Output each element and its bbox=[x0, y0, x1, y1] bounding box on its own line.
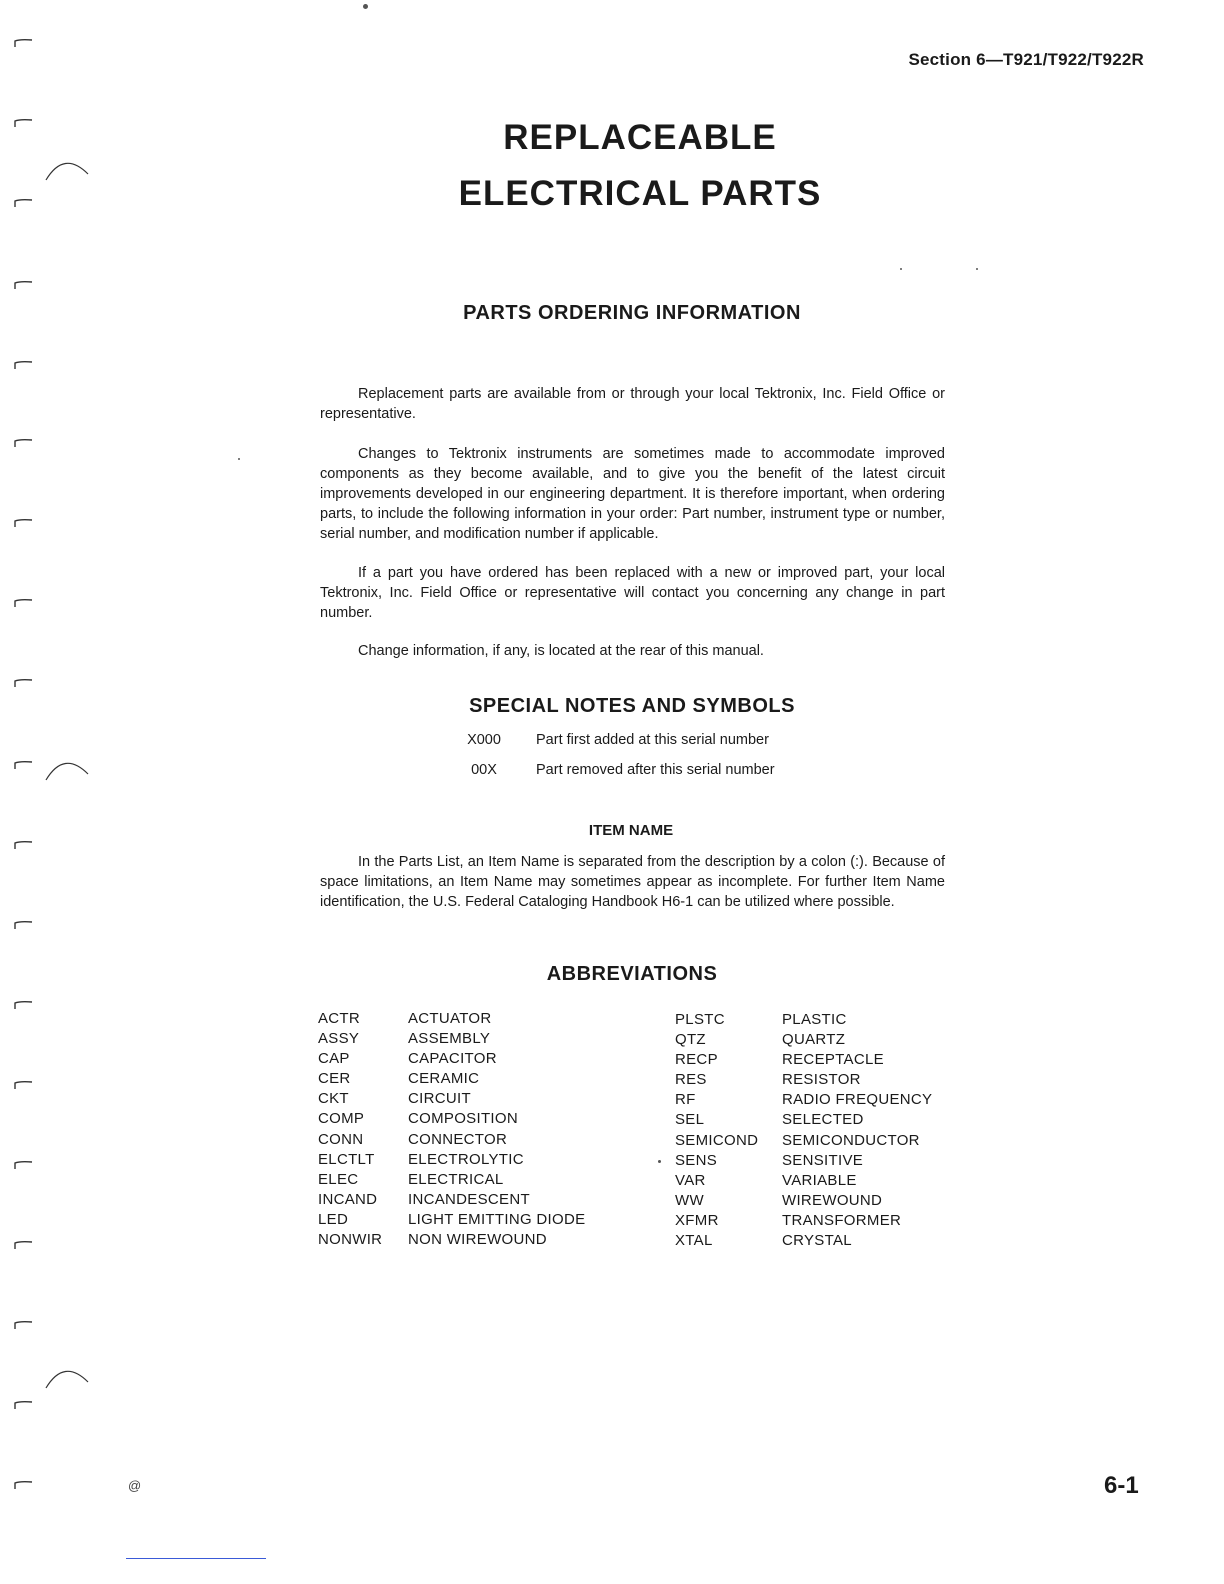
abbreviation-row bbox=[318, 1069, 618, 1089]
abbreviation-row bbox=[318, 1210, 618, 1230]
scan-speck bbox=[900, 268, 902, 270]
abbreviation-row bbox=[675, 1131, 975, 1151]
corner-mark: @ bbox=[128, 1478, 142, 1493]
special-notes-heading: SPECIAL NOTES AND SYMBOLS bbox=[469, 695, 795, 717]
abbreviation-meaning: LIGHT EMITTING DIODE bbox=[408, 1210, 586, 1228]
binder-mark-icon bbox=[14, 1320, 32, 1328]
binder-mark-icon bbox=[14, 518, 32, 526]
abbreviation-code: LED bbox=[318, 1210, 349, 1228]
abbreviation-meaning: ELECTRICAL bbox=[408, 1170, 504, 1188]
abbreviation-meaning: COMPOSITION bbox=[408, 1110, 518, 1128]
abbreviation-code: ELEC bbox=[318, 1170, 359, 1188]
binder-mark-icon bbox=[14, 1400, 32, 1408]
abbreviation-code: CKT bbox=[318, 1090, 349, 1108]
scan-speck bbox=[363, 4, 368, 9]
abbreviation-code: RECP bbox=[675, 1051, 718, 1069]
symbol-code: 00X bbox=[471, 762, 497, 778]
binder-mark-icon bbox=[14, 280, 32, 288]
abbreviation-meaning: INCANDESCENT bbox=[408, 1190, 530, 1208]
abbreviation-row bbox=[318, 1190, 618, 1210]
abbreviation-meaning: PLASTIC bbox=[782, 1011, 847, 1028]
abbreviation-meaning: VARIABLE bbox=[782, 1171, 857, 1189]
binder-mark-icon bbox=[14, 198, 32, 206]
abbreviation-code: SENS bbox=[675, 1151, 718, 1169]
abbreviation-code: PLSTC bbox=[675, 1011, 725, 1028]
abbreviation-meaning: CONNECTOR bbox=[408, 1130, 508, 1148]
abbreviations-heading: ABBREVIATIONS bbox=[546, 963, 718, 985]
abbreviation-code: COMP bbox=[318, 1110, 365, 1128]
abbreviation-code: SEMICOND bbox=[675, 1131, 759, 1149]
abbreviation-code: CAP bbox=[318, 1050, 350, 1068]
ordering-paragraph-3: If a part you have ordered has been replaced with a new or improved part, your local Tektronix, Inc. Field Office or representative will contact you concerning any change in part number. bbox=[320, 565, 945, 621]
abbreviation-row bbox=[318, 1109, 618, 1129]
abbreviation-row bbox=[318, 1230, 618, 1250]
binder-mark-icon bbox=[14, 1000, 32, 1008]
abbreviation-code: XTAL bbox=[675, 1232, 713, 1250]
punch-hole-arc-icon bbox=[44, 1362, 92, 1390]
abbreviation-row bbox=[675, 1110, 975, 1130]
abbreviation-code: INCAND bbox=[318, 1190, 378, 1208]
abbreviation-code: WW bbox=[675, 1191, 704, 1209]
abbreviation-meaning: ACTUATOR bbox=[408, 1010, 492, 1027]
abbreviation-code: SEL bbox=[675, 1111, 705, 1129]
abbreviation-code: QTZ bbox=[675, 1031, 706, 1049]
abbreviation-meaning: SENSITIVE bbox=[782, 1151, 864, 1169]
scan-speck bbox=[976, 268, 978, 270]
abbreviation-row bbox=[675, 1171, 975, 1191]
item-name-heading: ITEM NAME bbox=[588, 822, 674, 839]
abbreviation-row bbox=[675, 1090, 975, 1110]
abbreviation-code: NONWIR bbox=[318, 1231, 383, 1249]
abbreviation-code: CER bbox=[318, 1070, 351, 1088]
ordering-paragraph-1: Replacement parts are available from or through your local Tektronix, Inc. Field Office or representative. bbox=[320, 386, 945, 422]
abbreviation-row bbox=[318, 1029, 618, 1049]
abbreviation-meaning: ASSEMBLY bbox=[408, 1030, 491, 1048]
abbreviation-meaning: SELECTED bbox=[782, 1111, 864, 1129]
abbreviation-row bbox=[675, 1030, 975, 1050]
binder-mark-icon bbox=[14, 760, 32, 768]
abbreviation-meaning: WIREWOUND bbox=[782, 1191, 883, 1209]
item-name-paragraph: In the Parts List, an Item Name is separated from the description by a colon (:). Because of space limitations, an Item Name may sometimes appear as incomplete. For further Item Name identification, the U.S. Federal Cataloging Handbook H6-1 can be utilized where possible. bbox=[320, 854, 945, 910]
symbol-description: Part removed after this serial number bbox=[536, 762, 775, 778]
abbreviation-row bbox=[675, 1010, 975, 1030]
abbreviation-row bbox=[675, 1231, 975, 1251]
abbreviation-code: ASSY bbox=[318, 1030, 360, 1048]
page-number: 6-1 bbox=[1104, 1472, 1139, 1499]
abbreviations-right-column bbox=[675, 1010, 975, 1251]
abbreviation-meaning: RESISTOR bbox=[782, 1071, 861, 1089]
page-title-line-2: ELECTRICAL PARTS bbox=[458, 174, 822, 213]
page-title-line-1: REPLACEABLE bbox=[503, 118, 777, 157]
abbreviations-left-column bbox=[318, 1009, 618, 1250]
scan-edge-line bbox=[126, 1558, 266, 1559]
abbreviation-row bbox=[318, 1009, 618, 1029]
binder-mark-icon bbox=[14, 1160, 32, 1168]
punch-hole-arc-icon bbox=[44, 754, 92, 782]
abbreviation-meaning: CRYSTAL bbox=[782, 1232, 852, 1250]
abbreviation-meaning: RADIO FREQUENCY bbox=[782, 1091, 933, 1109]
abbreviation-row bbox=[318, 1089, 618, 1109]
abbreviation-meaning: CERAMIC bbox=[408, 1070, 480, 1088]
ordering-paragraph-2: Changes to Tektronix instruments are sometimes made to accommodate improved components as they become available, and to give you the benefit of the latest circuit improvements developed in our engineering department. It is therefore important, when ordering parts, to include the following information in your order: Part number, instrument type or number, serial number, and modification number if applicable. bbox=[320, 446, 945, 542]
punch-hole-arc-icon bbox=[44, 154, 92, 182]
abbreviation-row bbox=[675, 1151, 975, 1171]
abbreviation-row bbox=[675, 1191, 975, 1211]
abbreviation-row bbox=[675, 1050, 975, 1070]
abbreviation-meaning: CIRCUIT bbox=[408, 1090, 471, 1108]
abbreviation-code: XFMR bbox=[675, 1211, 719, 1229]
symbol-description: Part first added at this serial number bbox=[536, 732, 769, 748]
abbreviation-code: RF bbox=[675, 1091, 696, 1109]
binder-mark-icon bbox=[14, 118, 32, 126]
abbreviation-row bbox=[318, 1170, 618, 1190]
binder-mark-icon bbox=[14, 1080, 32, 1088]
abbreviation-meaning: CAPACITOR bbox=[408, 1050, 497, 1068]
scan-speck bbox=[658, 1160, 661, 1163]
abbreviation-row bbox=[318, 1130, 618, 1150]
scan-speck bbox=[238, 458, 240, 460]
binder-mark-icon bbox=[14, 38, 32, 46]
binder-mark-icon bbox=[14, 438, 32, 446]
binder-mark-icon bbox=[14, 598, 32, 606]
abbreviation-code: ELCTLT bbox=[318, 1150, 375, 1168]
abbreviation-row bbox=[318, 1049, 618, 1069]
binder-mark-icon bbox=[14, 1480, 32, 1488]
abbreviation-meaning: TRANSFORMER bbox=[782, 1211, 902, 1229]
ordering-paragraph-4: Change information, if any, is located at the rear of this manual. bbox=[358, 643, 764, 659]
binder-mark-icon bbox=[14, 920, 32, 928]
abbreviation-row bbox=[675, 1211, 975, 1231]
abbreviation-code: ACTR bbox=[318, 1010, 361, 1027]
section-header: Section 6—T921/T922/T922R bbox=[908, 50, 1144, 69]
abbreviation-code: CONN bbox=[318, 1130, 364, 1148]
abbreviation-meaning: QUARTZ bbox=[782, 1031, 846, 1049]
abbreviation-code: RES bbox=[675, 1071, 707, 1089]
binder-mark-icon bbox=[14, 360, 32, 368]
symbol-code: X000 bbox=[467, 732, 501, 748]
binder-mark-icon bbox=[14, 678, 32, 686]
abbreviation-meaning: SEMICONDUCTOR bbox=[782, 1131, 920, 1149]
abbreviation-meaning: ELECTROLYTIC bbox=[408, 1150, 524, 1168]
binder-mark-icon bbox=[14, 1240, 32, 1248]
abbreviation-row bbox=[318, 1150, 618, 1170]
abbreviation-row bbox=[675, 1070, 975, 1090]
abbreviation-meaning: RECEPTACLE bbox=[782, 1051, 884, 1069]
abbreviation-meaning: NON WIREWOUND bbox=[408, 1231, 547, 1249]
abbreviation-code: VAR bbox=[675, 1171, 706, 1189]
parts-ordering-heading: PARTS ORDERING INFORMATION bbox=[463, 302, 801, 324]
binder-mark-icon bbox=[14, 840, 32, 848]
